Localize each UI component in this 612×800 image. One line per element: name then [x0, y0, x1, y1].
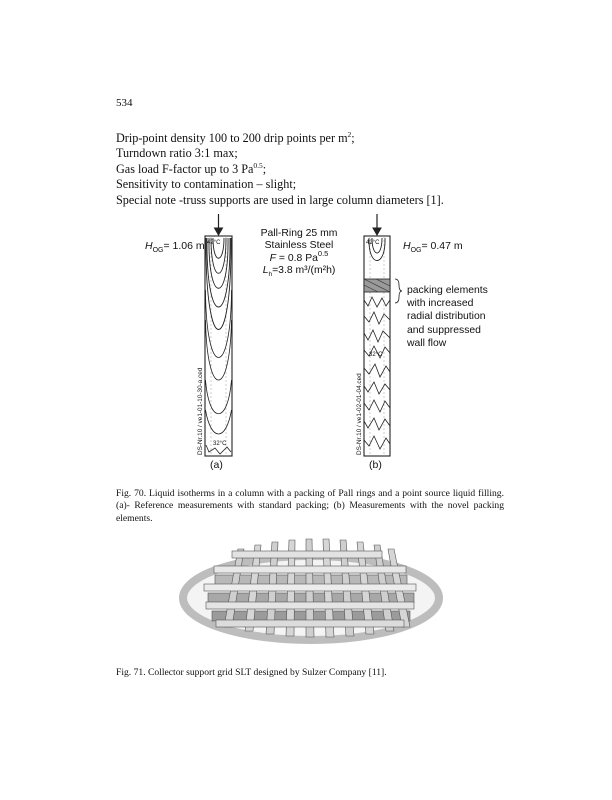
body-line-gas-load: Gas load F-factor up to 3 $Pa^{0.5}$;: [116, 160, 267, 176]
spec-liquid-load: $L_h=3.8$ m³/(m²h): [262, 265, 336, 279]
side-label-a: DS-Nr.10 / ve1-01-10-30-a.ced: [197, 367, 204, 455]
side-label-b: DS-Nr.10 / ve1-02-01-04.ced: [356, 373, 363, 455]
hog-label-a: $H_{OG}= 1.06$ m: [145, 240, 205, 255]
figure-70-caption: Fig. 70. Liquid isotherms in a column with a packing of Pall rings and a point source liquid filling. (a)- Reference measurements with standard packing; (b) Measurements with the novel packing elements.: [116, 488, 504, 524]
body-line-turndown: Turndown ratio 3:1 max;: [116, 146, 238, 161]
page-number: 534: [116, 97, 133, 109]
support-grid-graphic: [183, 539, 439, 640]
spec-title: Pall-Ring 25 mm: [260, 228, 338, 239]
figure-71-caption: Fig. 71. Collector support grid SLT designed by Sulzer Company [11].: [116, 667, 387, 678]
panel-label-b: (b): [369, 459, 382, 471]
column-a: [205, 214, 232, 456]
temp-bottom-a: 32°C: [213, 441, 227, 447]
temp-bottom-b: 32°C: [369, 352, 383, 358]
body-line-special-note: Special note -truss supports are used in large column diameters [1].: [116, 192, 444, 207]
temp-top-b: 42°C: [366, 240, 380, 246]
hog-label-b: $H_{OG}= 0.47$ m: [403, 240, 463, 255]
column-b: [364, 214, 402, 456]
temp-top-a: 42°C: [207, 240, 221, 246]
spec-material: Stainless Steel: [264, 240, 334, 252]
body-line-sensitivity: Sensitivity to contamination – slight;: [116, 177, 297, 192]
panel-label-a: (a): [210, 459, 223, 471]
spec-f-factor: F = 0.8 $Pa^{0.5}$: [269, 248, 329, 264]
packing-annotation: packing elements with increased radial distribution and suppressed wall flow: [407, 285, 488, 349]
packing-spec: [244, 228, 354, 282]
body-line-drip-point: Drip-point density 100 to 200 drip points per $m^2$;: [116, 130, 355, 145]
